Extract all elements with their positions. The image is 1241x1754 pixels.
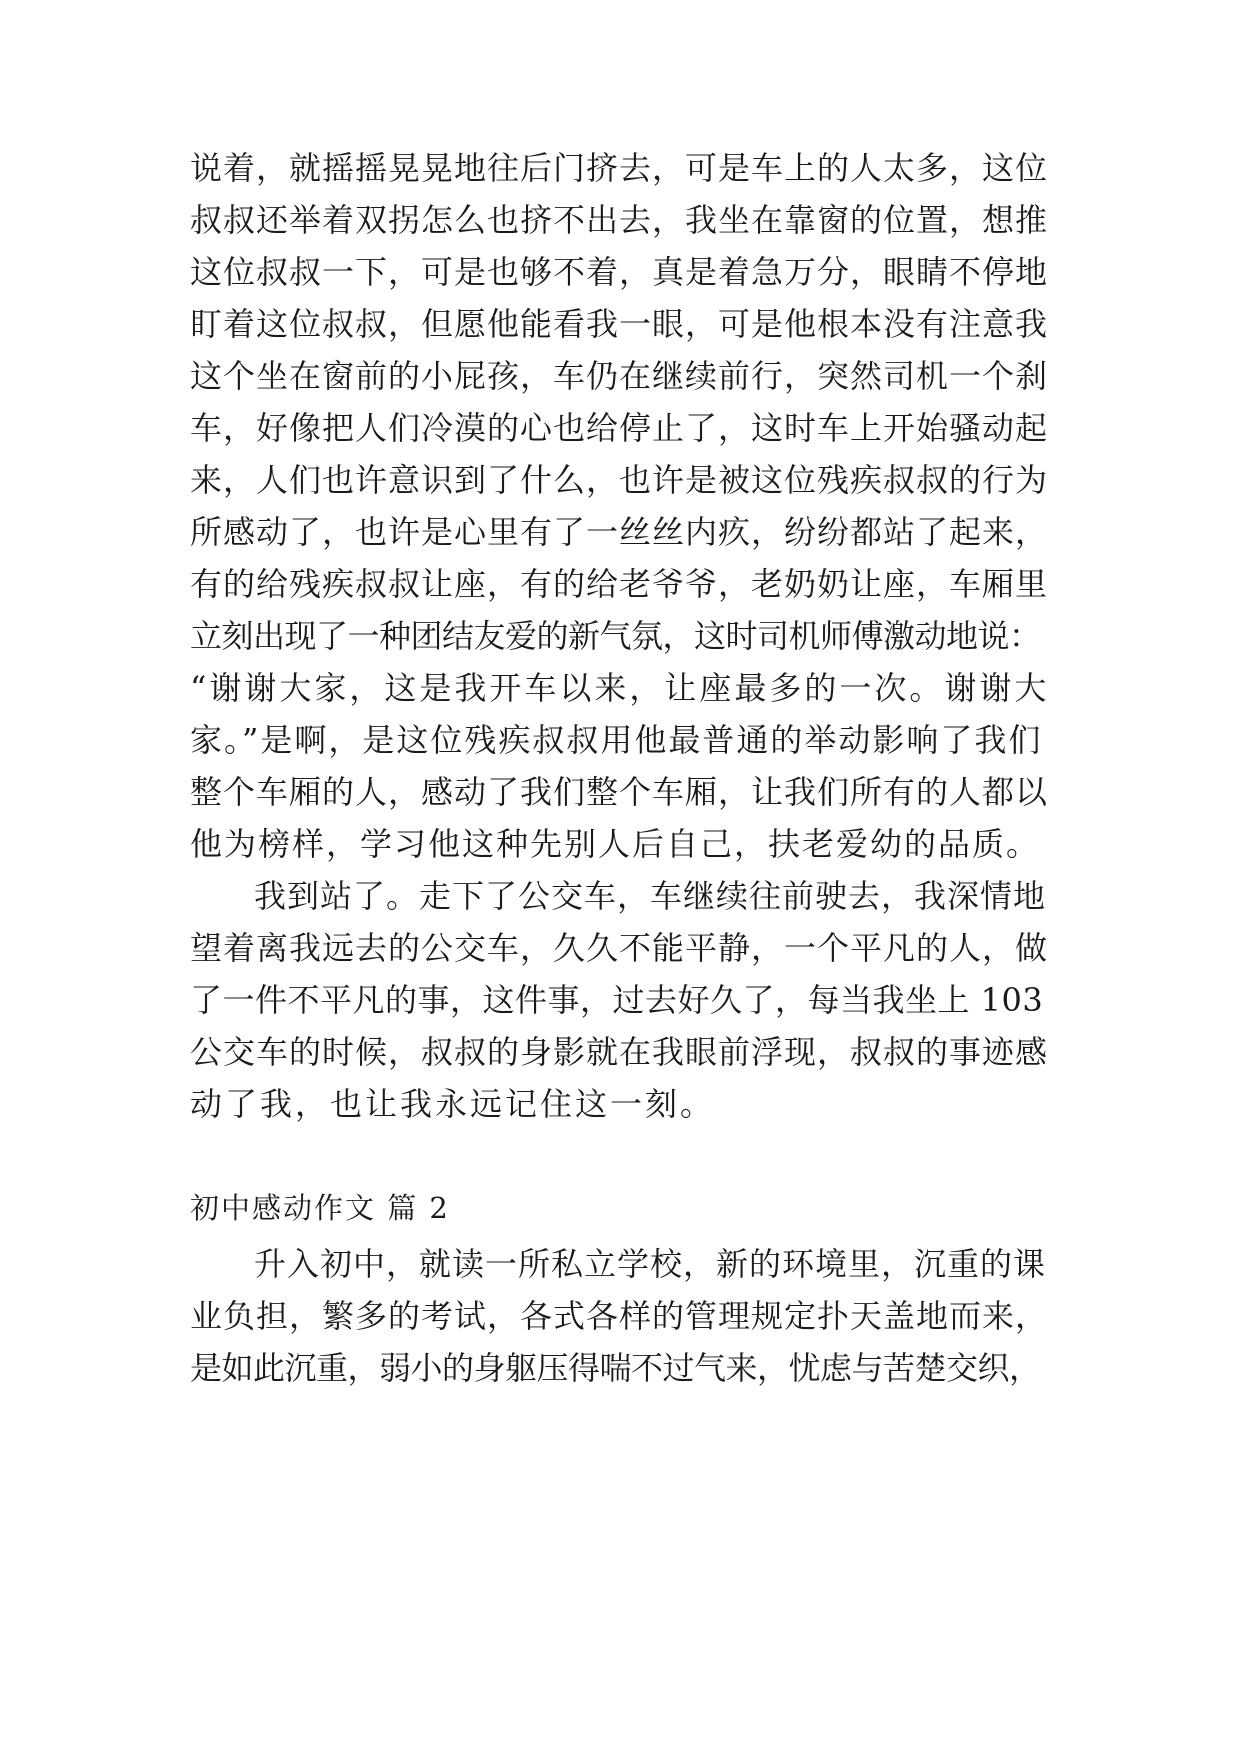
paragraph-line: 整个车厢的人，感动了我们整个车厢，让我们所有的人都以 — [190, 773, 1049, 811]
paragraph-line: “谢谢大家，这是我开车以来，让座最多的一次。谢谢大 — [190, 669, 1050, 707]
section-heading: 初中感动作文 篇 2 — [190, 1191, 450, 1225]
paragraph-line: 是如此沉重，弱小的身躯压得喘不过气来，忧虑与苦楚交织， — [190, 1349, 1041, 1387]
paragraph-line: 望着离我远去的公交车，久久不能平静，一个平凡的人，做 — [190, 929, 1049, 967]
paragraph-line-indented: 我到站了。走下了公交车，车继续往前驶去，我深情地 — [254, 877, 1047, 915]
paragraph-line-indented: 升入初中，就读一所私立学校，新的环境里，沉重的课 — [254, 1245, 1047, 1283]
paragraph-line: 动了我，也让我永远记住这一刻。 — [190, 1085, 716, 1123]
paragraph-line: 他为榜样，学习他这种先别人后自己，扶老爱幼的品质。 — [190, 825, 1041, 863]
paragraph-line: 业负担，繁多的考试，各式各样的管理规定扑天盖地而来， — [190, 1297, 1049, 1335]
paragraph-line: 说着，就摇摇晃晃地往后门挤去，可是车上的人太多，这位 — [190, 149, 1049, 187]
paragraph-line: 盯着这位叔叔，但愿他能看我一眼，可是他根本没有注意我 — [190, 305, 1049, 343]
paragraph-line: 这位叔叔一下，可是也够不着，真是着急万分，眼睛不停地 — [190, 253, 1049, 291]
paragraph-line: 有的给残疾叔叔让座，有的给老爷爷，老奶奶让座，车厢里 — [190, 565, 1049, 603]
paragraph-line: 家。”是啊，是这位残疾叔叔用他最普通的举动影响了我们 — [190, 721, 1043, 759]
paragraph-line: 来，人们也许意识到了什么，也许是被这位残疾叔叔的行为 — [190, 461, 1049, 499]
paragraph-line: 叔叔还举着双拐怎么也挤不出去，我坐在靠窗的位置，想推 — [190, 201, 1049, 239]
paragraph-line: 所感动了，也许是心里有了一丝丝内疚，纷纷都站了起来， — [190, 513, 1049, 551]
paragraph-line: 立刻出现了一种团结友爱的新气氛，这时司机师傅激动地说： — [190, 617, 1041, 655]
paragraph-line: 了一件不平凡的事，这件事，过去好久了，每当我坐上 103 — [190, 981, 1044, 1019]
paragraph-line: 车，好像把人们冷漠的心也给停止了，这时车上开始骚动起 — [190, 409, 1049, 447]
paragraph-line: 公交车的时候，叔叔的身影就在我眼前浮现，叔叔的事迹感 — [190, 1033, 1049, 1071]
paragraph-line: 这个坐在窗前的小屁孩，车仍在继续前行，突然司机一个刹 — [190, 357, 1049, 395]
